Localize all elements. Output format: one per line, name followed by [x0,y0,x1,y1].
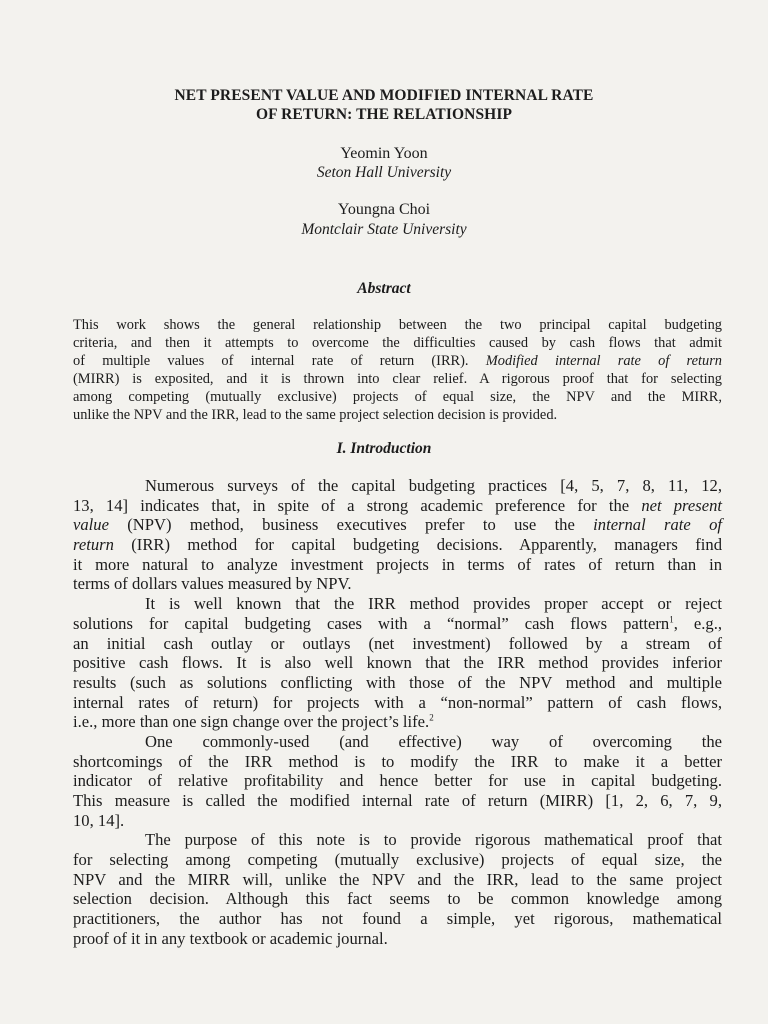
text-line [73,693,722,713]
text-line [73,388,722,406]
text-segment: This work shows the general relationship between the two principal capital budgeting [73,317,722,333]
text-segment: 10, 14]. [73,810,125,830]
text-line [73,352,722,370]
author-name: Youngna Choi [337,201,431,218]
footnote-marker: 2 [429,712,434,723]
text-line [73,316,722,334]
text-segment: an initial cash outlay or outlays (net investment) followed by a stream of [73,633,722,653]
author-affiliation: Seton Hall University [316,164,452,181]
text-line [73,811,722,831]
section-heading: I. Introduction [336,440,432,457]
text-line [73,476,722,496]
text-line [73,555,722,575]
text-segment: , e.g., [673,613,722,633]
italic-term: value [73,515,109,535]
text-segment: positive cash flows. It is also well known that the IRR method provides inferior [73,653,722,673]
italic-term: net present [641,495,722,515]
author-affiliation: Montclair State University [301,221,467,238]
text-line [73,574,722,594]
text-line [73,909,722,929]
text-segment: Numerous surveys of the capital budgeting practices [4, 5, 7, 8, 11, 12, [145,476,722,495]
text-segment: unlike the NPV and the IRR, lead to the same project selection decision is provided. [73,407,558,423]
text-segment: i.e., more than one sign change over the project’s life. [73,712,430,732]
italic-term: Modified internal rate of return [485,353,723,369]
footnote-marker: 1 [669,614,674,625]
text-segment: (NPV) method, business executives prefer to use the [108,515,594,535]
text-line [73,791,722,811]
text-segment: NPV and the MIRR will, unlike the NPV and the IRR, lead to the same project [73,869,722,889]
text-segment: for selecting among competing (mutually exclusive) projects of equal size, the [73,850,722,870]
text-segment: 13, 14] indicates that, in spite of a strong academic preference for the [73,495,642,515]
italic-term: return [73,535,114,555]
text-line [73,515,722,535]
text-line [73,370,722,388]
text-segment: results (such as solutions conflicting with those of the NPV method and multiple [73,672,722,692]
text-segment: practitioners, the author has not found a simple, yet rigorous, mathematical [73,909,722,929]
text-segment: (IRR) method for capital budgeting decisions. Apparently, managers find [113,535,722,555]
text-line [73,929,722,949]
text-segment: (MIRR) is exposited, and it is thrown into clear relief. A rigorous proof that for selecting [73,371,722,387]
text-segment: it more natural to analyze investment projects in terms of rates of return than in [73,554,722,574]
text-line [73,830,722,850]
paper-title-line-2: OF RETURN: THE RELATIONSHIP [255,106,513,123]
text-segment: selection decision. Although this fact seems to be common knowledge among [73,889,722,909]
text-line [73,535,722,555]
text-line [73,653,722,673]
text-segment: proof of it in any textbook or academic journal. [73,928,388,948]
text-segment: This measure is called the modified internal rate of return (MIRR) [1, 2, 6, 7, 9, [73,791,722,810]
text-line [73,334,722,352]
text-segment: among competing (mutually exclusive) projects of equal size, the NPV and the MIRR, [73,389,722,405]
text-segment: One commonly-used (and effective) way of overcoming the [145,731,722,751]
text-line [73,614,722,634]
text-segment: internal rates of return) for projects with a “non-normal” pattern of cash flows, [73,692,722,712]
text-segment: solutions for capital budgeting cases with a “normal” cash flows pattern [73,613,670,633]
text-segment: indicator of relative profitability and hence better for use in capital budgeting. [73,771,722,791]
italic-term: internal rate of [593,515,722,535]
text-line [73,732,722,752]
text-line [73,496,722,516]
text-line [73,712,722,732]
text-segment: shortcomings of the IRR method is to modify the IRR to make it a better [73,751,722,771]
text-line [73,634,722,654]
text-segment: The purpose of this note is to provide rigorous mathematical proof that [145,830,722,850]
text-segment: criteria, and then it attempts to overcome the difficulties caused by cash flows that admit [73,335,722,351]
paper-title-line-1: NET PRESENT VALUE AND MODIFIED INTERNAL RATE [174,87,594,104]
text-line [73,850,722,870]
text-line [73,673,722,693]
text-line [73,406,722,424]
text-segment: of multiple values of internal rate of return (IRR). [73,353,486,369]
introduction-text [73,476,722,949]
text-segment: It is well known that the IRR method provides proper accept or reject [145,594,722,614]
text-line [73,889,722,909]
text-segment: terms of dollars values measured by NPV. [73,574,352,594]
text-line [73,870,722,890]
text-line [73,594,722,614]
abstract-heading: Abstract [357,280,411,297]
text-line [73,752,722,772]
author-name: Yeomin Yoon [340,145,428,162]
abstract-text [73,316,722,424]
text-line [73,771,722,791]
